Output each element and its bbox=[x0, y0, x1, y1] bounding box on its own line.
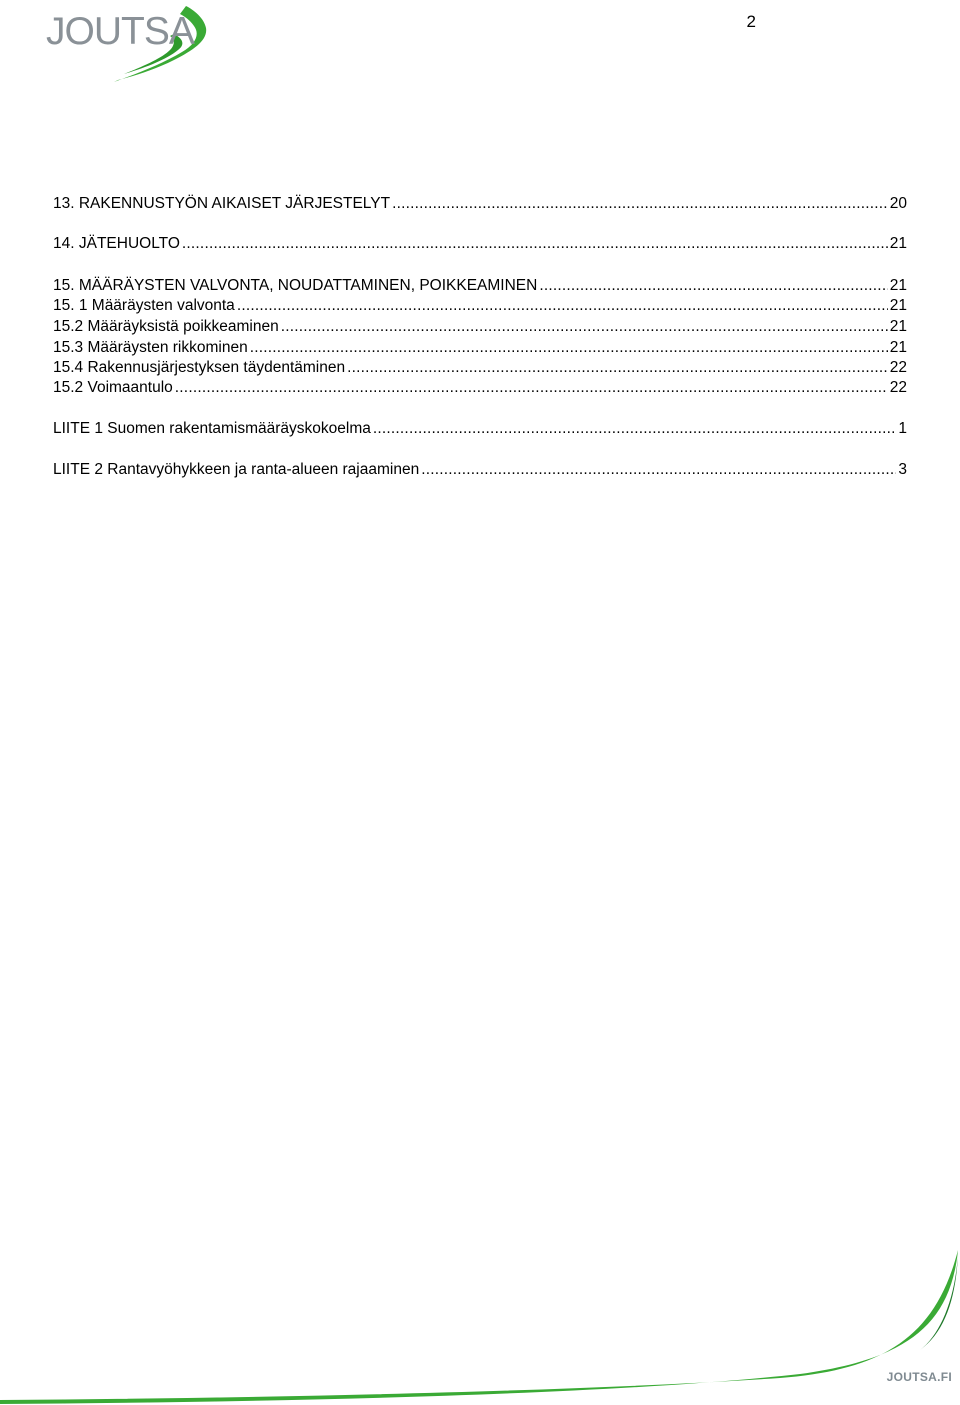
toc-entry-title: 15.4 Rakennusjärjestyksen täydentäminen bbox=[53, 359, 346, 376]
toc-dot-leader bbox=[281, 317, 888, 337]
toc-entry-page: 21 bbox=[889, 318, 907, 335]
toc-dot-leader bbox=[421, 460, 896, 480]
toc-entry-page: 22 bbox=[889, 359, 907, 376]
toc-entry-title: 13. RAKENNUSTYÖN AIKAISET JÄRJESTELYT bbox=[53, 195, 391, 212]
toc-entry[interactable] bbox=[53, 234, 907, 254]
toc-entry-page: 1 bbox=[898, 420, 907, 437]
toc-entry[interactable] bbox=[53, 419, 907, 439]
toc-entry-title: 15. 1 Määräysten valvonta bbox=[53, 297, 235, 314]
toc-entry-title: 15.2 Voimaantulo bbox=[53, 379, 173, 396]
toc-entry[interactable] bbox=[53, 378, 907, 398]
toc-entry[interactable] bbox=[53, 460, 907, 480]
toc-dot-leader bbox=[237, 296, 888, 316]
toc-dot-leader bbox=[182, 234, 888, 254]
toc-dot-leader bbox=[539, 276, 887, 296]
toc-dot-leader bbox=[347, 358, 888, 378]
toc-entry[interactable] bbox=[53, 296, 907, 316]
page-number: 2 bbox=[746, 12, 756, 31]
toc-entry-title: LIITE 1 Suomen rakentamismääräyskokoelma bbox=[53, 420, 371, 437]
toc-entry-page: 21 bbox=[889, 297, 907, 314]
toc-entry-page: 20 bbox=[889, 195, 907, 212]
toc-entry-title: LIITE 2 Rantavyöhykkeen ja ranta-alueen rajaaminen bbox=[53, 461, 420, 478]
footer-brand: JOUTSA.FI bbox=[886, 1370, 952, 1384]
toc-entry-page: 22 bbox=[889, 379, 907, 396]
toc-entry-page: 3 bbox=[898, 461, 907, 478]
toc-dot-leader bbox=[373, 419, 896, 439]
toc-dot-leader bbox=[175, 378, 888, 398]
toc-entry[interactable] bbox=[53, 194, 907, 214]
toc-entry[interactable] bbox=[53, 317, 907, 337]
toc-dot-leader bbox=[250, 338, 888, 358]
joutsa-logo bbox=[44, 4, 214, 84]
toc-entry-title: 15.3 Määräysten rikkominen bbox=[53, 339, 248, 356]
toc-entry-title: 14. JÄTEHUOLTO bbox=[53, 235, 180, 252]
toc-entry-title: 15. MÄÄRÄYSTEN VALVONTA, NOUDATTAMINEN, POIKKEAMINEN bbox=[53, 277, 538, 294]
toc-entry-page: 21 bbox=[889, 339, 907, 356]
toc-entry[interactable] bbox=[53, 338, 907, 358]
toc-dot-leader bbox=[392, 194, 888, 214]
logo-wordmark: JOUTSA bbox=[46, 10, 194, 53]
toc-entry[interactable] bbox=[53, 358, 907, 378]
toc-entry[interactable] bbox=[53, 276, 907, 296]
toc-entry-page: 21 bbox=[889, 235, 907, 252]
toc-entry-page: 21 bbox=[889, 277, 907, 294]
footer-swoosh-icon bbox=[0, 1240, 960, 1405]
toc-entry-title: 15.2 Määräyksistä poikkeaminen bbox=[53, 318, 279, 335]
